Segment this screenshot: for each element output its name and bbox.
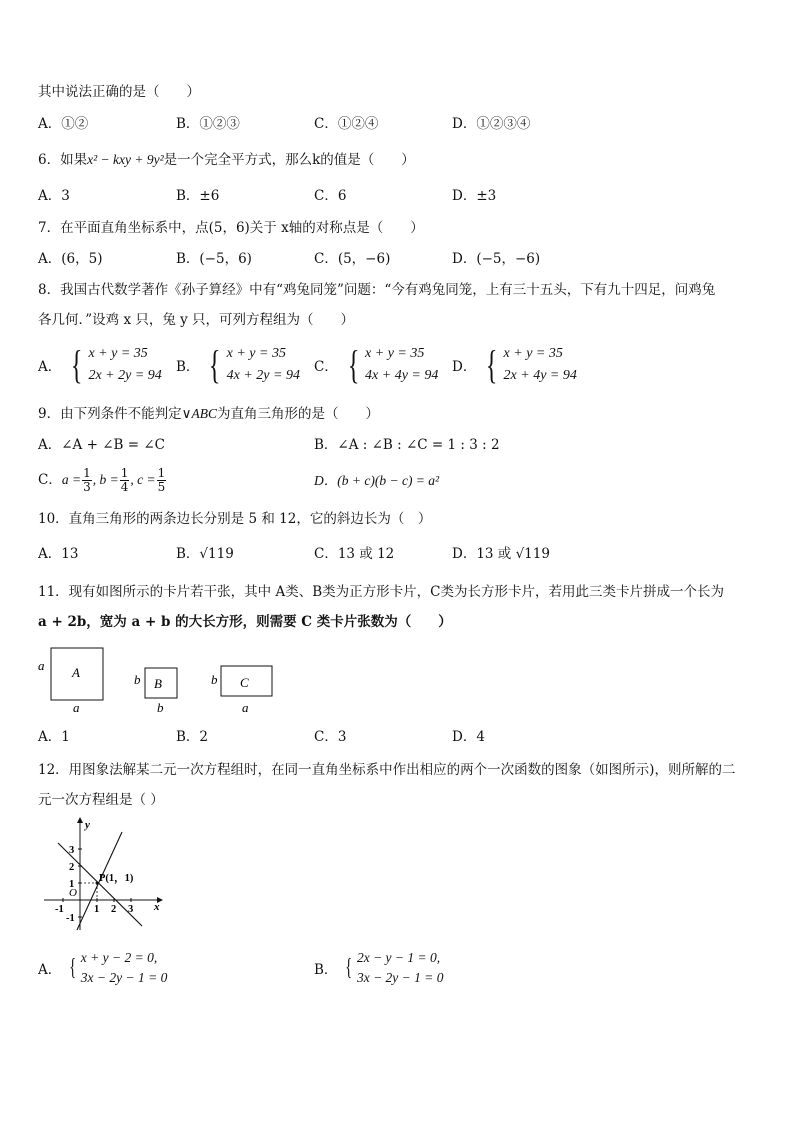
q8-line2: 各几何．”设鸡 x 只，兔 y 只，可列方程组为（ ） <box>38 312 355 328</box>
q5-option-a: A．①② <box>38 116 89 132</box>
card-c-name: C <box>240 675 249 690</box>
x-axis-label: x <box>154 901 160 913</box>
q11-option-a: A．1 <box>38 729 70 745</box>
q12-option-b: B． { 2x − y − 1 = 0, 3x − 2y − 1 = 0 <box>314 950 444 985</box>
q8-line1: 8．我国古代数学著作《孙子算经》中有“鸡兔同笼”问题：“今有鸡兔同笼，上有三十五头，下有九十四足，问鸡兔 <box>38 282 716 298</box>
q6-expression: x² − kxy + 9y² <box>87 152 164 167</box>
q5-option-c: C．①②④ <box>314 116 379 132</box>
card-b-bottom-label: b <box>157 700 164 715</box>
y-axis-label: y <box>85 819 90 831</box>
card-a-name: A <box>72 665 80 680</box>
q5-option-b: B．①②③ <box>176 116 240 132</box>
point-p-label: P(1，1) <box>99 873 134 884</box>
card-a-bottom-label: a <box>73 700 80 715</box>
q8-option-c: C． { x + y = 35 4x + 4y = 94 <box>314 342 439 387</box>
q10-option-b: B．√119 <box>176 546 234 562</box>
q10-option-a: A．13 <box>38 546 79 562</box>
q9-option-c: C． a = $\frac{1}{3}$ , b = $\frac{1}{4}$ , c = $\frac{1}{5}$ <box>38 465 166 494</box>
y-tick-neg1: -1 <box>66 913 75 924</box>
q5-stem: 其中说法正确的是（ ） <box>38 84 200 100</box>
q11-option-d: D．4 <box>452 729 485 745</box>
q6-option-c: C．6 <box>314 188 347 204</box>
q11-line2: a + 2b，宽为 a + b 的大长方形，则需要 C 类卡片张数为（ ） <box>38 614 452 630</box>
card-a-side-label: a <box>38 658 45 673</box>
y-tick-2: 2 <box>69 862 75 873</box>
q7-option-a: A．(6，5) <box>38 251 103 267</box>
q8-option-b: B． { x + y = 35 4x + 2y = 94 <box>176 342 300 387</box>
q11-line1: 11．现有如图所示的卡片若干张，其中 A类、B类为正方形卡片，C类为长方形卡片，若用此三类卡片拼成一个长为 <box>38 584 724 600</box>
q6-option-b: B．±6 <box>176 188 220 204</box>
q9-option-d: D．(b + c)(b − c) = a² <box>314 473 440 488</box>
card-c-bottom-label: a <box>242 700 249 715</box>
q6-option-a: A．3 <box>38 188 70 204</box>
q11-option-c: C．3 <box>314 729 347 745</box>
q11-cards-figure <box>34 642 294 718</box>
q9-stem: 9．由下列条件不能判定∨ABC为直角三角形的是（ ） <box>38 406 379 422</box>
q7-option-c: C．(5，−6) <box>314 251 391 267</box>
q12-line1: 12．用图象法解某二元一次方程组时，在同一直角坐标系中作出相应的两个一次函数的图象（如图所示)，则所解的二 <box>38 762 736 778</box>
q10-option-d: D．13 或 √119 <box>452 546 550 562</box>
q6-stem: 6．如果x² − kxy + 9y²是一个完全平方式，那么k的值是（ ） <box>38 152 415 168</box>
x-tick-2: 2 <box>111 904 117 915</box>
q8-option-d: D． { x + y = 35 2x + 4y = 94 <box>452 342 577 387</box>
q9-option-b: B．∠A : ∠B : ∠C = 1 : 3 : 2 <box>314 437 500 453</box>
x-tick-neg1: -1 <box>55 904 64 915</box>
q9-option-a: A．∠A + ∠B = ∠C <box>38 437 165 453</box>
x-tick-1: 1 <box>94 904 100 915</box>
y-tick-1: 1 <box>69 879 75 890</box>
q5-option-d: D．①②③④ <box>452 116 531 132</box>
q12-graph <box>36 814 168 934</box>
y-tick-3: 3 <box>69 845 75 856</box>
q12-line2: 元一次方程组是（ ） <box>38 792 164 808</box>
q7-stem: 7．在平面直角坐标系中，点(5，6)关于 x轴的对称点是（ ） <box>38 220 424 236</box>
q12-option-a: A． { x + y − 2 = 0, 3x − 2y − 1 = 0 <box>38 950 168 985</box>
q11-option-b: B．2 <box>176 729 209 745</box>
origin-label: O <box>69 887 77 899</box>
q7-option-b: B．(−5，6) <box>176 251 252 267</box>
q6-option-d: D．±3 <box>452 188 497 204</box>
card-b-name: B <box>154 676 162 691</box>
x-tick-3: 3 <box>128 904 134 915</box>
q7-option-d: D．(−5，−6) <box>452 251 541 267</box>
card-c-side-label: b <box>211 672 218 687</box>
card-b-side-label: b <box>134 672 141 687</box>
q8-option-a: A． { x + y = 35 2x + 2y = 94 <box>38 342 162 387</box>
q10-option-c: C．13 或 12 <box>314 546 395 562</box>
q10-stem: 10．直角三角形的两条边长分别是 5 和 12，它的斜边长为（ ） <box>38 511 432 527</box>
